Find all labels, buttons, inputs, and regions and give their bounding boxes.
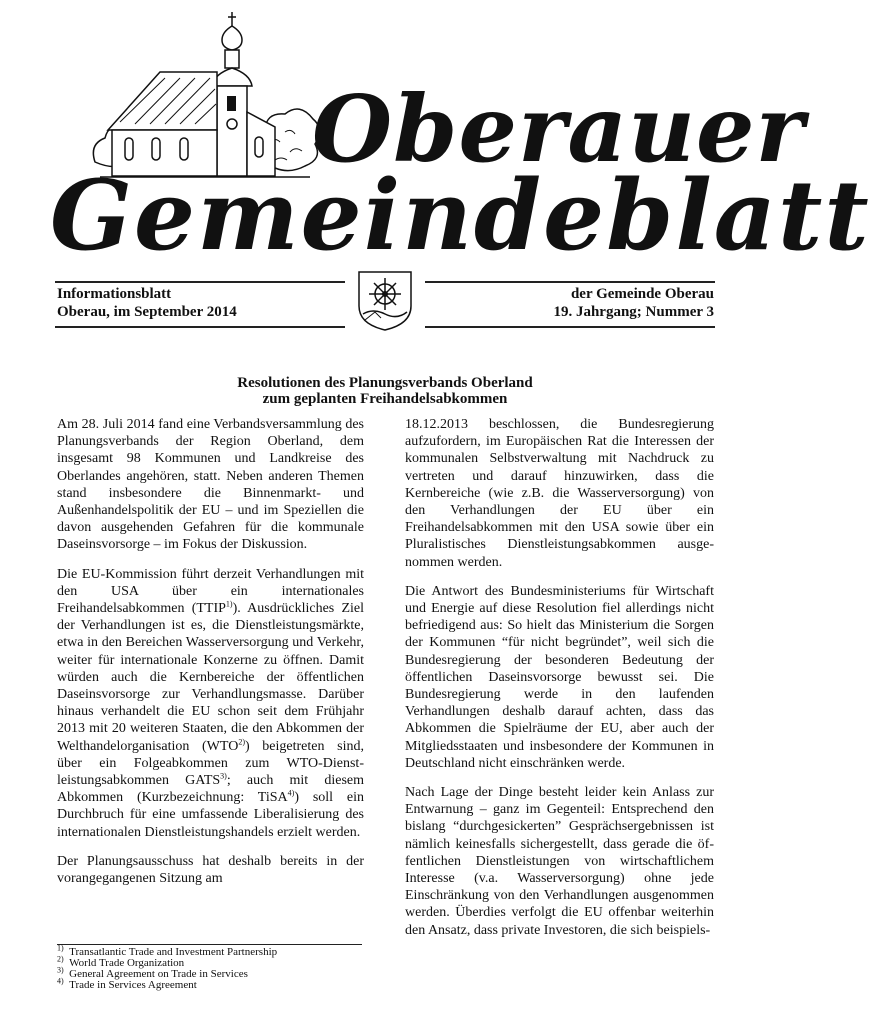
header-right-line2: 19. Jahrgang; Nummer 3 bbox=[553, 304, 714, 320]
col2-paragraph-1: 18.12.2013 beschlossen, die Bundesregierung aufzufordern, im Europäischen Rat die Interessen der kommunalen Selbstverwaltung mit Nachdruck zu vertreten und darauf hinzuwirken, dass die Kernbereiche (wie z.B. die Wasserversorgung) von den Verhandlungen der EU über ein Freihandelsabkommen mit den USA sowie über ein Pluralistisches Dienstleistungsabkommen ausgenommen werden. bbox=[405, 417, 714, 570]
header-rule-right-top bbox=[425, 281, 715, 283]
header-rule-left-top bbox=[55, 281, 345, 283]
col1-paragraph-1: Am 28. Juli 2014 fand eine Verbandsversammlung des Planungsverbands der Region Oberland, dem insgesamt 98 Kommunen und Landkreise des Oberlandes angehören, statt. Neben anderen Themen stand insbesondere die Binnenmarkt- und Außenhandelspolitik der EU – und im Speziellen die davon ausgehenden Gefahren für die kommunale Daseinsvorsorge – im Fokus der Diskussion. bbox=[57, 417, 364, 553]
article-title-line2: zum geplanten Freihandelsabkommen bbox=[262, 391, 508, 407]
article-title-line1: Resolutionen des Planungsverbands Oberland bbox=[237, 375, 533, 391]
article-column-1 bbox=[57, 416, 364, 887]
footnote-rule bbox=[57, 944, 362, 945]
header-right-line1: der Gemeinde Oberau bbox=[570, 286, 714, 302]
col1-paragraph-2: Die EU-Kommission führt derzeit Verhandlungen mit den USA über ein internationales Freihandelsabkommen (TTIP$^{1)}$). Ausdrückliches Ziel der Verhandlungen ist es, die Dienstleistungsmärkte, etwa in den Bereichen Wasserversorgung und Verkehr, weiter für internationale Konzerne zu öffnen. Damit würden auch die Kernbereiche der öffentlichen Daseinsvorsorge zur Verhandlungsmasse. Darüber hinaus verhandelt die EU schon seit dem Frühjahr 2013 mit 20 weiteren Staaten, die den Abkommen der Welthandelorganisation (WTO$^{2)}$) beigetreten sind, über ein Folgeabkommen zum WTO-Dienstleistungsabkommen GATS$^{3)}$; auch mit diesem Abkommen (Kurzbezeichnung: TiSA$^{4)}$) soll ein Durchbruch für eine umfassende Liberalisierung des internationalen Dienstleistungshandels erzielt werden. bbox=[57, 566, 364, 840]
footnote-item: $^{4)}$ Trade in Services Agreement bbox=[57, 976, 197, 991]
header-left-line1: Informationsblatt bbox=[57, 286, 172, 302]
header-left-line2: Oberau, im September 2014 bbox=[57, 304, 237, 320]
municipal-crest-icon bbox=[355, 270, 415, 332]
col1-paragraph-3: Der Planungsausschuss hat deshalb bereits in der vorangegangenen Sitzung am bbox=[57, 853, 364, 887]
article-title bbox=[120, 375, 650, 407]
footnote-item: $^{3)}$ General Agreement on Trade in Services bbox=[57, 965, 248, 980]
masthead-title-line2: Gemeindeblatt bbox=[50, 159, 871, 272]
col2-paragraph-3: Nach Lage der Dinge besteht leider kein Anlass zur Entwarnung – ganz im Gegenteil: Entsprechend den bislang “durchgesickerten” Gesprächsergebnissen ist nämlich keinesfalls sichergestellt, dass gerade die öffentlichen Dienstleistungen von wirtschaftlichem Interesse (v.a. Wasserversorgung) ohne jede Einschränkung von den Verhandlungen ausgenommen werden. Überdies verfolgt die EU offenbar weiterhin den Ansatz, dass private Investoren, die sich beispiels- bbox=[405, 785, 714, 938]
footnote-item: $^{2)}$ World Trade Organization bbox=[57, 954, 185, 969]
masthead-title-line1: Oberauer bbox=[312, 75, 805, 183]
col2-paragraph-2: Die Antwort des Bundesministeriums für Wirtschaft und Energie auf diese Resolution fiel allerdings nicht befriedigend aus: So hielt das Ministerium die Sorgen der Kommunen “für nicht begründet”, weil sich die Bundesregierung der besonderen Bedeutung der öffentlichen Daseinsvorsorge bewusst sei. Die Bundesregierung werde in den laufenden Verhandlungen deshalb darauf achten, dass das Abkommen die Spielräume der EU, aber auch der Mitgliedsstaaten und insbesondere der Kommunen in Deutschland nicht einschränken werde. bbox=[405, 583, 714, 771]
header-rule-left-bottom bbox=[55, 326, 345, 328]
footnotes bbox=[57, 943, 278, 991]
footnote-item: $^{1)}$ Transatlantic Trade and Investment Partnership bbox=[57, 943, 278, 958]
article-column-2 bbox=[405, 416, 714, 939]
header-rule-right-bottom bbox=[425, 326, 715, 328]
